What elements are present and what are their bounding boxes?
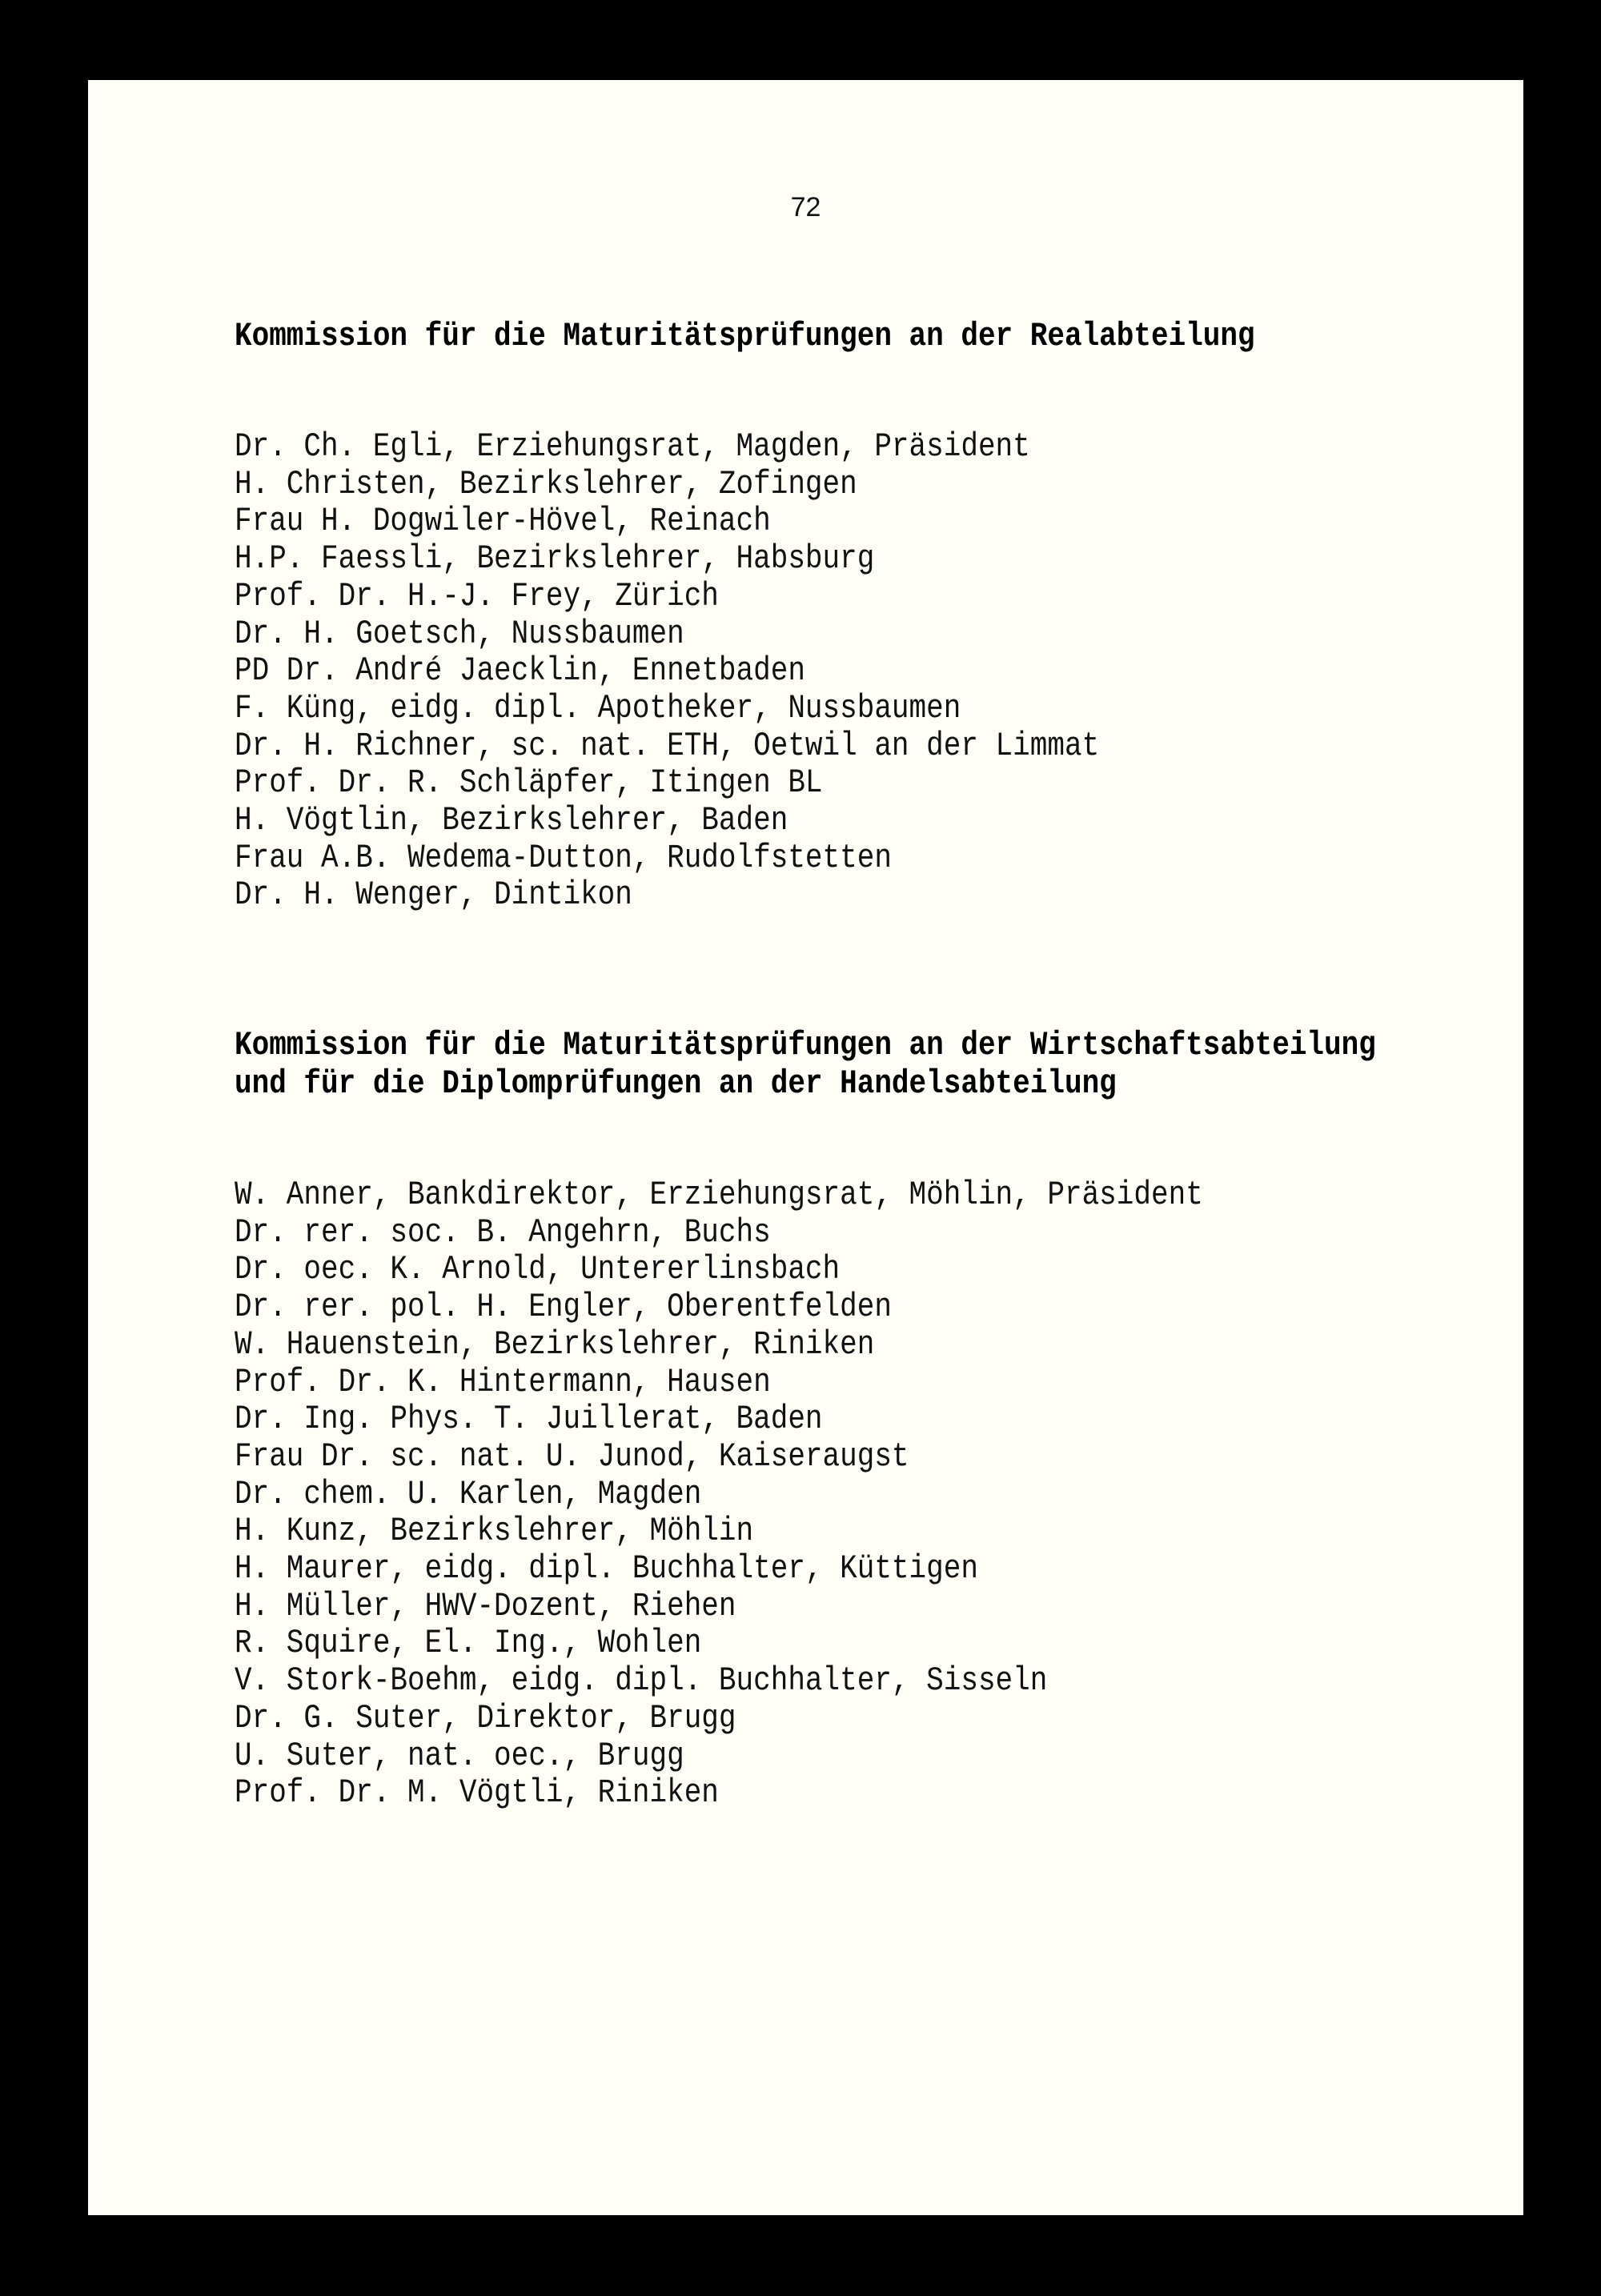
member-entry: Dr. rer. soc. B. Angehrn, Buchs [235, 1213, 771, 1252]
member-entry: U. Suter, nat. oec., Brugg [235, 1737, 684, 1775]
member-entry: Dr. Ch. Egli, Erziehungsrat, Magden, Präsident [235, 427, 1030, 466]
member-entry: H. Müller, HWV-Dozent, Riehen [235, 1587, 736, 1625]
member-entry: Prof. Dr. M. Vögtli, Riniken [235, 1773, 719, 1812]
member-entry: Prof. Dr. K. Hintermann, Hausen [235, 1363, 771, 1401]
member-entry: Prof. Dr. R. Schläpfer, Itingen BL [235, 763, 823, 802]
document-page [88, 80, 1523, 2215]
section-heading: Kommission für die Maturitätsprüfungen an der Realabteilung [235, 317, 1255, 355]
member-entry: Frau Dr. sc. nat. U. Junod, Kaiseraugst [235, 1437, 909, 1476]
member-entry: V. Stork-Boehm, eidg. dipl. Buchhalter, Sisseln [235, 1661, 1048, 1700]
member-entry: Frau H. Dogwiler-Hövel, Reinach [235, 502, 771, 541]
member-entry: Dr. oec. K. Arnold, Untererlinsbach [235, 1250, 841, 1289]
member-entry: R. Squire, El. Ing., Wohlen [235, 1624, 702, 1663]
member-entry: Dr. H. Wenger, Dintikon [235, 876, 632, 915]
member-entry: H. Vögtlin, Bezirkslehrer, Baden [235, 801, 788, 839]
member-entry: H. Kunz, Bezirkslehrer, Möhlin [235, 1512, 754, 1550]
member-entry: Frau A.B. Wedema-Dutton, Rudolfstetten [235, 839, 892, 877]
member-entry: Dr. H. Goetsch, Nussbaumen [235, 615, 684, 653]
section-heading: Kommission für die Maturitätsprüfungen an der Wirtschaftsabteilung [235, 1026, 1376, 1064]
member-entry: W. Anner, Bankdirektor, Erziehungsrat, Möhlin, Präsident [235, 1176, 1203, 1214]
page-number: 72 [790, 192, 821, 222]
member-entry: H. Christen, Bezirkslehrer, Zofingen [235, 465, 857, 503]
member-entry: Dr. chem. U. Karlen, Magden [235, 1475, 702, 1513]
member-entry: H. Maurer, eidg. dipl. Buchhalter, Küttigen [235, 1549, 978, 1588]
member-entry: Dr. H. Richner, sc. nat. ETH, Oetwil an der Limmat [235, 727, 1100, 765]
member-entry: F. Küng, eidg. dipl. Apotheker, Nussbaumen [235, 689, 961, 727]
member-entry: H.P. Faessli, Bezirkslehrer, Habsburg [235, 539, 875, 578]
member-entry: PD Dr. André Jaecklin, Ennetbaden [235, 651, 805, 690]
member-entry: Dr. rer. pol. H. Engler, Oberentfelden [235, 1288, 892, 1326]
member-entry: W. Hauenstein, Bezirkslehrer, Riniken [235, 1325, 875, 1364]
member-entry: Prof. Dr. H.-J. Frey, Zürich [235, 577, 719, 615]
member-entry: Dr. G. Suter, Direktor, Brugg [235, 1699, 736, 1737]
section-heading: und für die Diplomprüfungen an der Handelsabteilung [235, 1064, 1117, 1103]
member-entry: Dr. Ing. Phys. T. Juillerat, Baden [235, 1400, 823, 1438]
